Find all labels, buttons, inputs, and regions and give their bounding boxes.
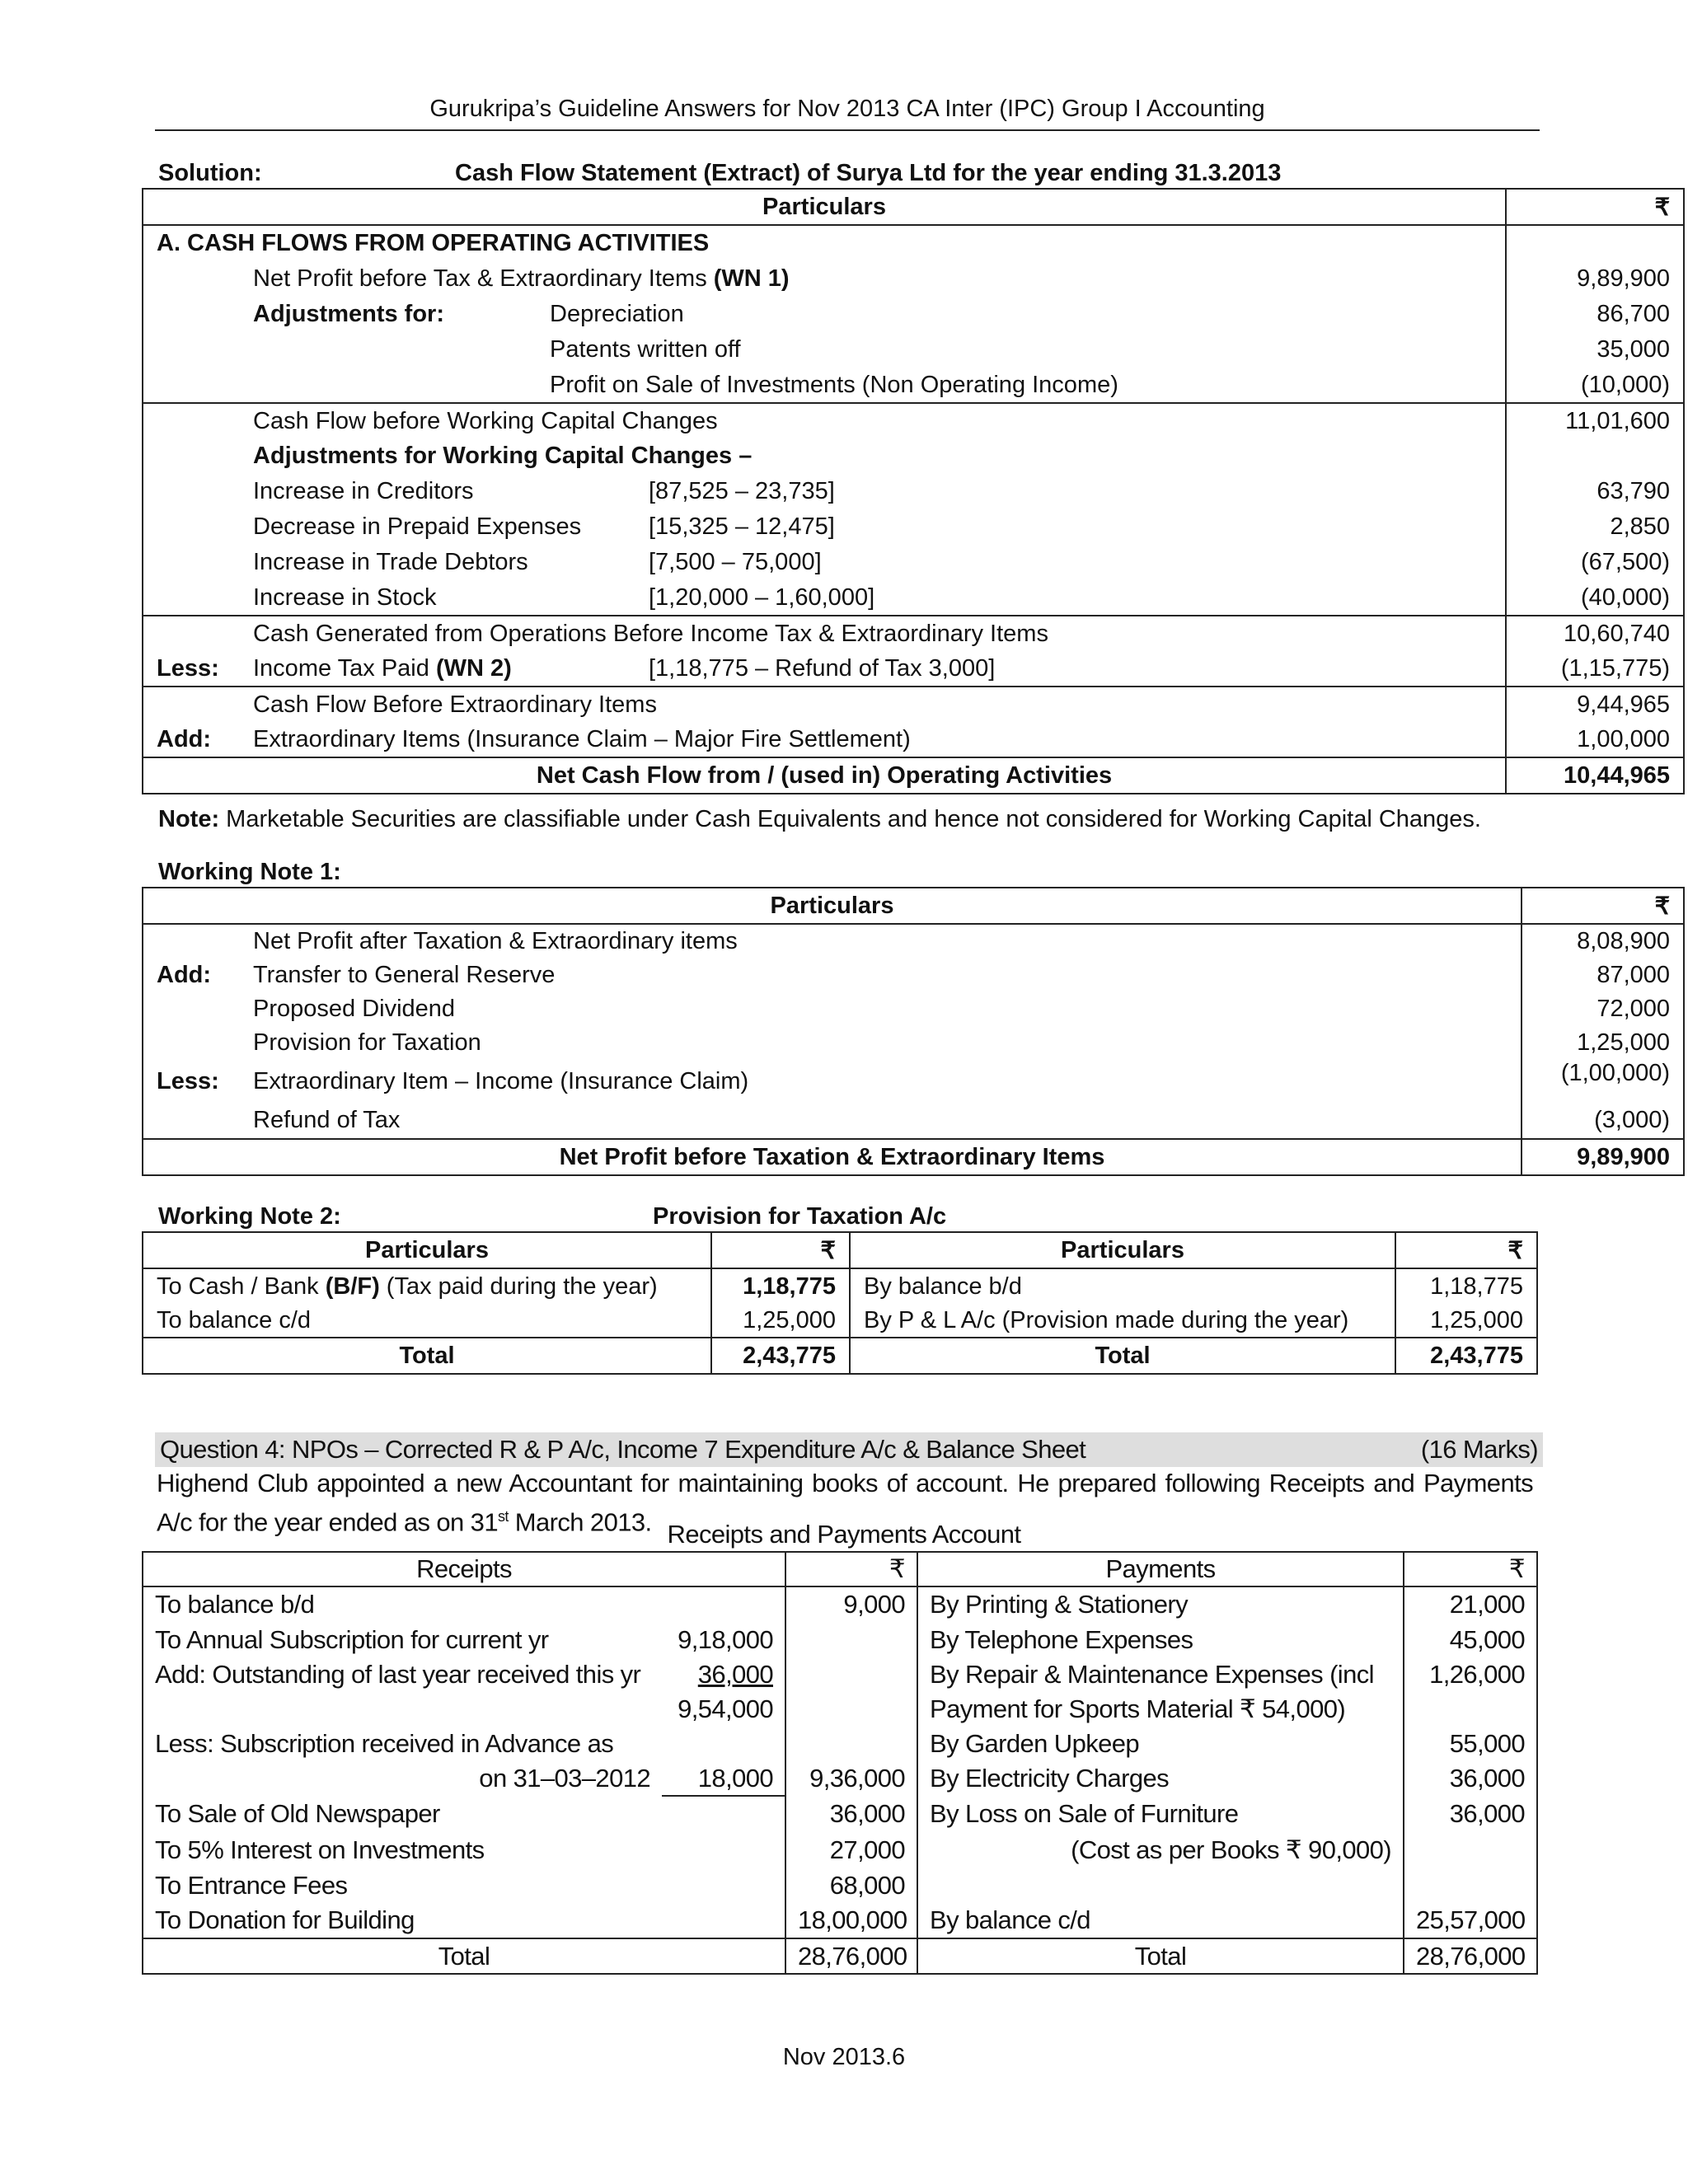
pl-provision-label: By P & L A/c (Provision made during the year) (850, 1305, 1395, 1338)
pl-provision-amount: 1,25,000 (1430, 1307, 1523, 1333)
question-4-title: Question 4: NPOs – Corrected R & P A/c, Income 7 Expenditure A/c & Balance Sheet (160, 1435, 1086, 1464)
wn1-less-label: Less: (157, 1067, 219, 1094)
note: Note: Marketable Securities are classifiable under Cash Equivalents and hence not considered for Working Capital Changes. (158, 806, 1481, 832)
p-total-amount: 28,76,000 (1404, 1938, 1537, 1974)
wn1-total-amount: 9,89,900 (1522, 1139, 1684, 1175)
extraordinary-amount: 1,00,000 (1577, 725, 1671, 752)
profit-sale-inv-label: Profit on Sale of Investments (Non Operating Income) (537, 368, 1506, 403)
wn2-total-left-amount: 2,43,775 (711, 1338, 850, 1374)
col-receipts: Receipts (143, 1552, 785, 1586)
depreciation-label: Depreciation (537, 297, 1506, 332)
cash-generated-amount: 10,60,740 (1506, 616, 1684, 651)
p-repair-amount: 1,26,000 (1429, 1660, 1525, 1689)
inc-debtors-row: Increase in Trade Debtors [7,500 – 75,000] (240, 545, 1506, 580)
extra-item-amount: (1,00,000) (1560, 1060, 1671, 1086)
p-garden-amount: 55,000 (1449, 1729, 1525, 1758)
wn1-add-label: Add: (157, 962, 212, 988)
inc-creditors-amount: 63,790 (1597, 478, 1671, 504)
wn1-col-rupee: ₹ (1522, 888, 1684, 924)
page-header: Gurukripa’s Guideline Answers for Nov 2013 CA Inter (IPC) Group I Accounting (155, 96, 1540, 131)
r-balance-bd-amount: 9,000 (785, 1586, 917, 1622)
balance-cd-label: To balance c/d (143, 1305, 711, 1338)
p-telephone: By Telephone Expenses (917, 1622, 1404, 1657)
p-total-label: Total (917, 1938, 1404, 1974)
cf-before-wc-label: Cash Flow before Working Capital Changes (240, 403, 1506, 438)
r-newspaper: To Sale of Old Newspaper (155, 1799, 440, 1828)
balance-bd-amount: 1,18,775 (1430, 1273, 1523, 1300)
tax-paid-amount: 1,18,775 (711, 1268, 850, 1305)
wn2-col-rupee-right: ₹ (1395, 1232, 1537, 1268)
dec-prepaid-amount: 2,850 (1610, 513, 1671, 540)
provision-taxation-account (142, 1231, 1538, 1375)
r-total-label: Total (143, 1938, 785, 1974)
wn2-col-particulars-left: Particulars (143, 1232, 711, 1268)
cash-generated-label: Cash Generated from Operations Before Income Tax & Extraordinary Items (240, 616, 1506, 651)
less-label: Less: (157, 654, 219, 682)
solution-label: Solution: (158, 160, 262, 186)
np-after-tax-label: Net Profit after Taxation & Extraordinary items (240, 924, 1522, 958)
col-payments: Payments (917, 1552, 1404, 1586)
r-entrance: To Entrance Fees (155, 1870, 348, 1900)
r-annual-sub-sub: 9,18,000 (662, 1622, 785, 1657)
dec-prepaid-row: Decrease in Prepaid Expenses [15,325 – 12,475] (240, 509, 1506, 545)
col-payments-rupee: ₹ (1404, 1552, 1537, 1586)
cf-before-extra-label: Cash Flow Before Extraordinary Items (240, 687, 1506, 722)
r-total-amount: 28,76,000 (785, 1938, 917, 1974)
p-cost-books: (Cost as per Books ₹ 90,000) (917, 1832, 1404, 1868)
refund-label: Refund of Tax (240, 1103, 1522, 1139)
section-a-heading: A. CASH FLOWS FROM OPERATING ACTIVITIES (143, 225, 1506, 261)
add-label: Add: (157, 725, 212, 752)
cf-before-wc-amount: 11,01,600 (1506, 403, 1684, 438)
p-electricity-amount: 36,000 (1449, 1764, 1525, 1793)
rp-account-title: Receipts and Payments Account (667, 1520, 1021, 1549)
col-receipts-rupee: ₹ (785, 1552, 917, 1586)
question-4-marks: (16 Marks) (1420, 1435, 1538, 1464)
page-footer: Nov 2013.6 (782, 2044, 906, 2070)
wn2-total-right-amount: 2,43,775 (1395, 1338, 1537, 1374)
profit-sale-inv-amount: (10,000) (1581, 371, 1671, 398)
p-telephone-amount: 45,000 (1449, 1624, 1525, 1654)
refund-amount: (3,000) (1594, 1107, 1671, 1133)
r-interest-amount: 27,000 (785, 1832, 917, 1868)
p-printing-amount: 21,000 (1449, 1590, 1525, 1619)
wn2-account-title: Provision for Taxation A/c (653, 1203, 947, 1230)
wn1-col-particulars: Particulars (143, 888, 1522, 924)
r-newspaper-amount: 36,000 (785, 1796, 917, 1832)
wn2-title: Working Note 2: (158, 1203, 341, 1230)
net-cash-flow-amount: 10,44,965 (1506, 757, 1684, 794)
r-entrance-amount: 68,000 (785, 1868, 917, 1903)
transfer-gr-amount: 87,000 (1597, 962, 1671, 988)
income-tax-amount: (1,15,775) (1560, 654, 1671, 682)
r-subtotal: 9,54,000 (662, 1692, 785, 1727)
p-loss-furniture-amount: 36,000 (1449, 1799, 1525, 1828)
np-before-tax-row: Net Profit before Tax & Extraordinary Items (WN 1) (240, 261, 1506, 297)
tax-paid-label: To Cash / Bank (B/F) (Tax paid during the year) (143, 1268, 711, 1305)
transfer-gr-label: Transfer to General Reserve (240, 958, 1522, 992)
cf-before-extra-amount: 9,44,965 (1506, 687, 1684, 722)
r-on-date-sub: 18,000 (662, 1761, 785, 1796)
balance-cd-amount: 1,25,000 (711, 1305, 850, 1338)
prov-tax-amount: 1,25,000 (1577, 1029, 1671, 1056)
receipts-payments-account (142, 1551, 1538, 1975)
cash-flow-table (142, 188, 1685, 794)
wn1-table (142, 887, 1685, 1176)
r-add-outstanding: Add: Outstanding of last year received this yr (155, 1660, 641, 1689)
wn2-col-particulars-right: Particulars (850, 1232, 1395, 1268)
wn1-total-label: Net Profit before Taxation & Extraordinary Items (143, 1139, 1522, 1175)
wn2-total-left-label: Total (143, 1338, 711, 1374)
depreciation-amount: 86,700 (1597, 301, 1671, 327)
r-donation-amount: 18,00,000 (785, 1903, 917, 1938)
p-repair: By Repair & Maintenance Expenses (incl (917, 1657, 1404, 1692)
inc-stock-row: Increase in Stock [1,20,000 – 1,60,000] (240, 580, 1506, 616)
wn2-col-rupee-left: ₹ (711, 1232, 850, 1268)
r-on-date: on 31–03–2012 (479, 1764, 650, 1793)
p-loss-furniture: By Loss on Sale of Furniture (917, 1796, 1404, 1832)
np-before-tax-amount: 9,89,900 (1577, 265, 1671, 292)
cfs-col-rupee: ₹ (1506, 189, 1684, 225)
np-after-tax-amount: 8,08,900 (1577, 928, 1671, 954)
p-balance-cd-amount: 25,57,000 (1416, 1905, 1526, 1934)
proposed-div-amount: 72,000 (1597, 996, 1671, 1022)
p-electricity: By Electricity Charges (917, 1761, 1404, 1796)
question-4-heading (155, 1432, 1543, 1467)
adj-wc-label: Adjustments for Working Capital Changes – (240, 438, 1506, 474)
p-repair-detail: Payment for Sports Material ₹ 54,000) (917, 1692, 1404, 1727)
p-garden: By Garden Upkeep (917, 1727, 1404, 1761)
r-donation: To Donation for Building (155, 1905, 415, 1934)
balance-bd-label: By balance b/d (850, 1268, 1395, 1305)
r-add-outstanding-sub: 36,000 (662, 1657, 785, 1692)
inc-debtors-amount: (67,500) (1581, 549, 1671, 575)
extra-item-label: Extraordinary Item – Income (Insurance Claim) (240, 1060, 1522, 1103)
adjustments-for-label: Adjustments for: (253, 301, 444, 327)
r-balance-bd: To balance b/d (155, 1590, 315, 1619)
inc-stock-amount: (40,000) (1581, 583, 1671, 611)
r-annual-sub: To Annual Subscription for current yr (155, 1624, 549, 1654)
patents-label: Patents written off (537, 332, 1506, 368)
income-tax-row: Income Tax Paid (WN 2) [1,18,775 – Refund of Tax 3,000] (240, 651, 1506, 687)
r-less-advance: Less: Subscription received in Advance as (155, 1729, 614, 1758)
wn1-title: Working Note 1: (158, 859, 341, 885)
p-balance-cd: By balance c/d (917, 1903, 1404, 1938)
cfs-col-particulars: Particulars (143, 189, 1506, 225)
r-subscription-amount: 9,36,000 (785, 1761, 917, 1796)
wn2-total-right-label: Total (850, 1338, 1395, 1374)
question-4-text: Highend Club appointed a new Accountant for maintaining books of account. He prepared following Receipts and Payments A/c for the year ended as on 31st March 2013. (157, 1469, 1533, 1537)
cfs-title: Cash Flow Statement (Extract) of Surya Ltd for the year ending 31.3.2013 (455, 160, 1282, 186)
patents-amount: 35,000 (1597, 336, 1671, 363)
net-cash-flow-label: Net Cash Flow from / (used in) Operating Activities (143, 757, 1506, 794)
inc-creditors-row: Increase in Creditors [87,525 – 23,735] (240, 474, 1506, 509)
proposed-div-label: Proposed Dividend (240, 992, 1522, 1026)
prov-tax-label: Provision for Taxation (240, 1026, 1522, 1060)
r-interest: To 5% Interest on Investments (155, 1835, 485, 1864)
p-printing: By Printing & Stationery (917, 1586, 1404, 1622)
extraordinary-label: Extraordinary Items (Insurance Claim – Major Fire Settlement) (240, 722, 1506, 757)
